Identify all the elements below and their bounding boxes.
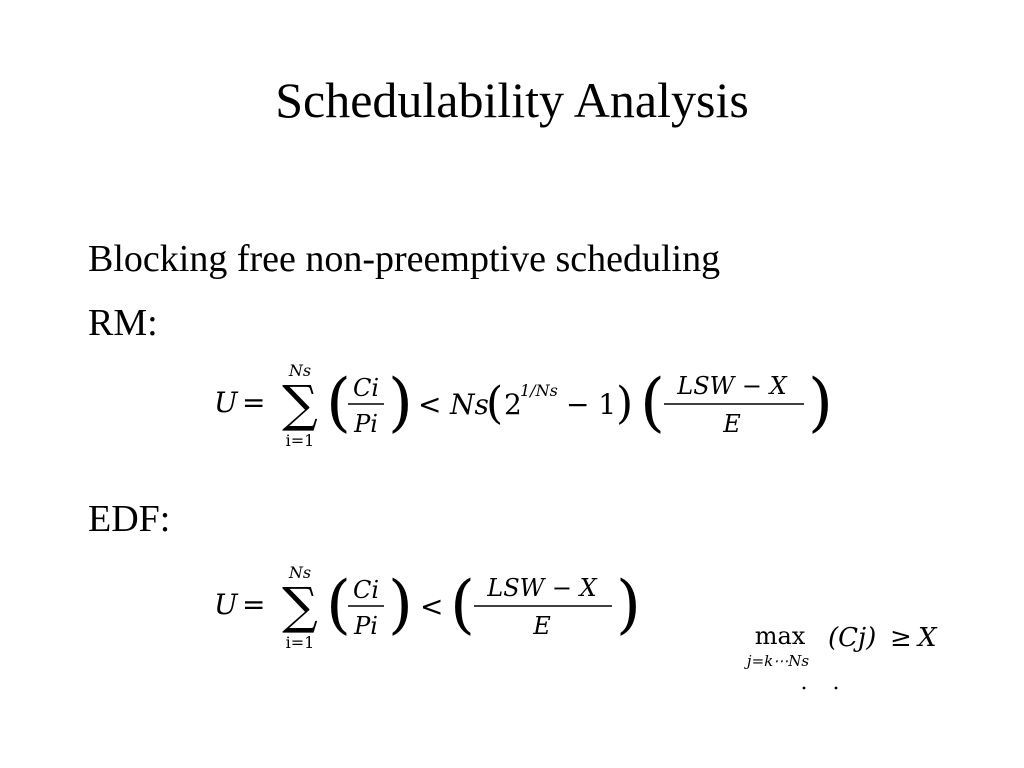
edf-formula	[214, 560, 654, 656]
edf-lhs: U	[214, 588, 238, 621]
rm-sum-sign: ∑	[282, 375, 318, 433]
rm-frac2-den: E	[723, 410, 741, 438]
rm-ns: Ns	[450, 388, 489, 421]
rm-lhs: U	[214, 386, 238, 419]
edf-lt: <	[420, 590, 444, 623]
stray-mark	[803, 687, 806, 690]
stray-mark	[835, 687, 838, 690]
max-operator: max	[754, 622, 806, 650]
edf-sum-lower: i=1	[285, 633, 315, 652]
max-range: j=k⋯Ns	[746, 652, 810, 670]
rm-paren-open-1: (	[326, 366, 351, 440]
edf-paren-open-1: (	[326, 568, 351, 642]
edf-paren-close-2: )	[616, 568, 641, 642]
rm-frac2-num: LSW − X	[677, 372, 787, 400]
edf-frac2-num: LSW − X	[487, 574, 597, 602]
max-rhs: X	[918, 623, 937, 653]
rm-frac-num: Ci	[352, 374, 380, 402]
max-condition-formula	[730, 612, 970, 692]
rm-exp: 1/Ns	[520, 381, 558, 400]
rm-frac-den: Pi	[354, 410, 378, 438]
rm-paren-open-3: (	[640, 366, 665, 440]
rm-minus-one: − 1	[566, 388, 617, 421]
edf-eq: =	[242, 588, 266, 621]
slide-title: Schedulability Analysis	[275, 72, 749, 128]
rm-lt: <	[418, 388, 442, 421]
rm-eq: =	[242, 386, 266, 419]
rm-paren-close-2: )	[616, 378, 634, 429]
rm-base: 2	[504, 388, 522, 421]
edf-frac-num: Ci	[352, 576, 380, 604]
edf-frac2-den: E	[533, 612, 551, 640]
rm-paren-close-3: )	[808, 366, 833, 440]
rm-sum-upper: Ns	[288, 361, 312, 380]
rm-paren-close-1: )	[388, 366, 413, 440]
edf-frac-den: Pi	[354, 612, 378, 640]
edf-sum-upper: Ns	[288, 563, 312, 582]
edf-sum-sign: ∑	[282, 577, 318, 635]
rm-sum-lower: i=1	[285, 431, 315, 450]
slide-subtitle: Blocking free non-preemptive scheduling	[88, 238, 721, 280]
max-ge: ≥	[890, 623, 912, 653]
rm-paren-open-2: (	[486, 378, 504, 429]
edf-paren-open-2: (	[450, 568, 475, 642]
rm-formula	[214, 358, 854, 454]
max-argument: (Cj)	[828, 623, 877, 653]
edf-label: EDF:	[88, 498, 171, 540]
edf-paren-close-1: )	[388, 568, 413, 642]
rm-label: RM:	[88, 302, 158, 344]
